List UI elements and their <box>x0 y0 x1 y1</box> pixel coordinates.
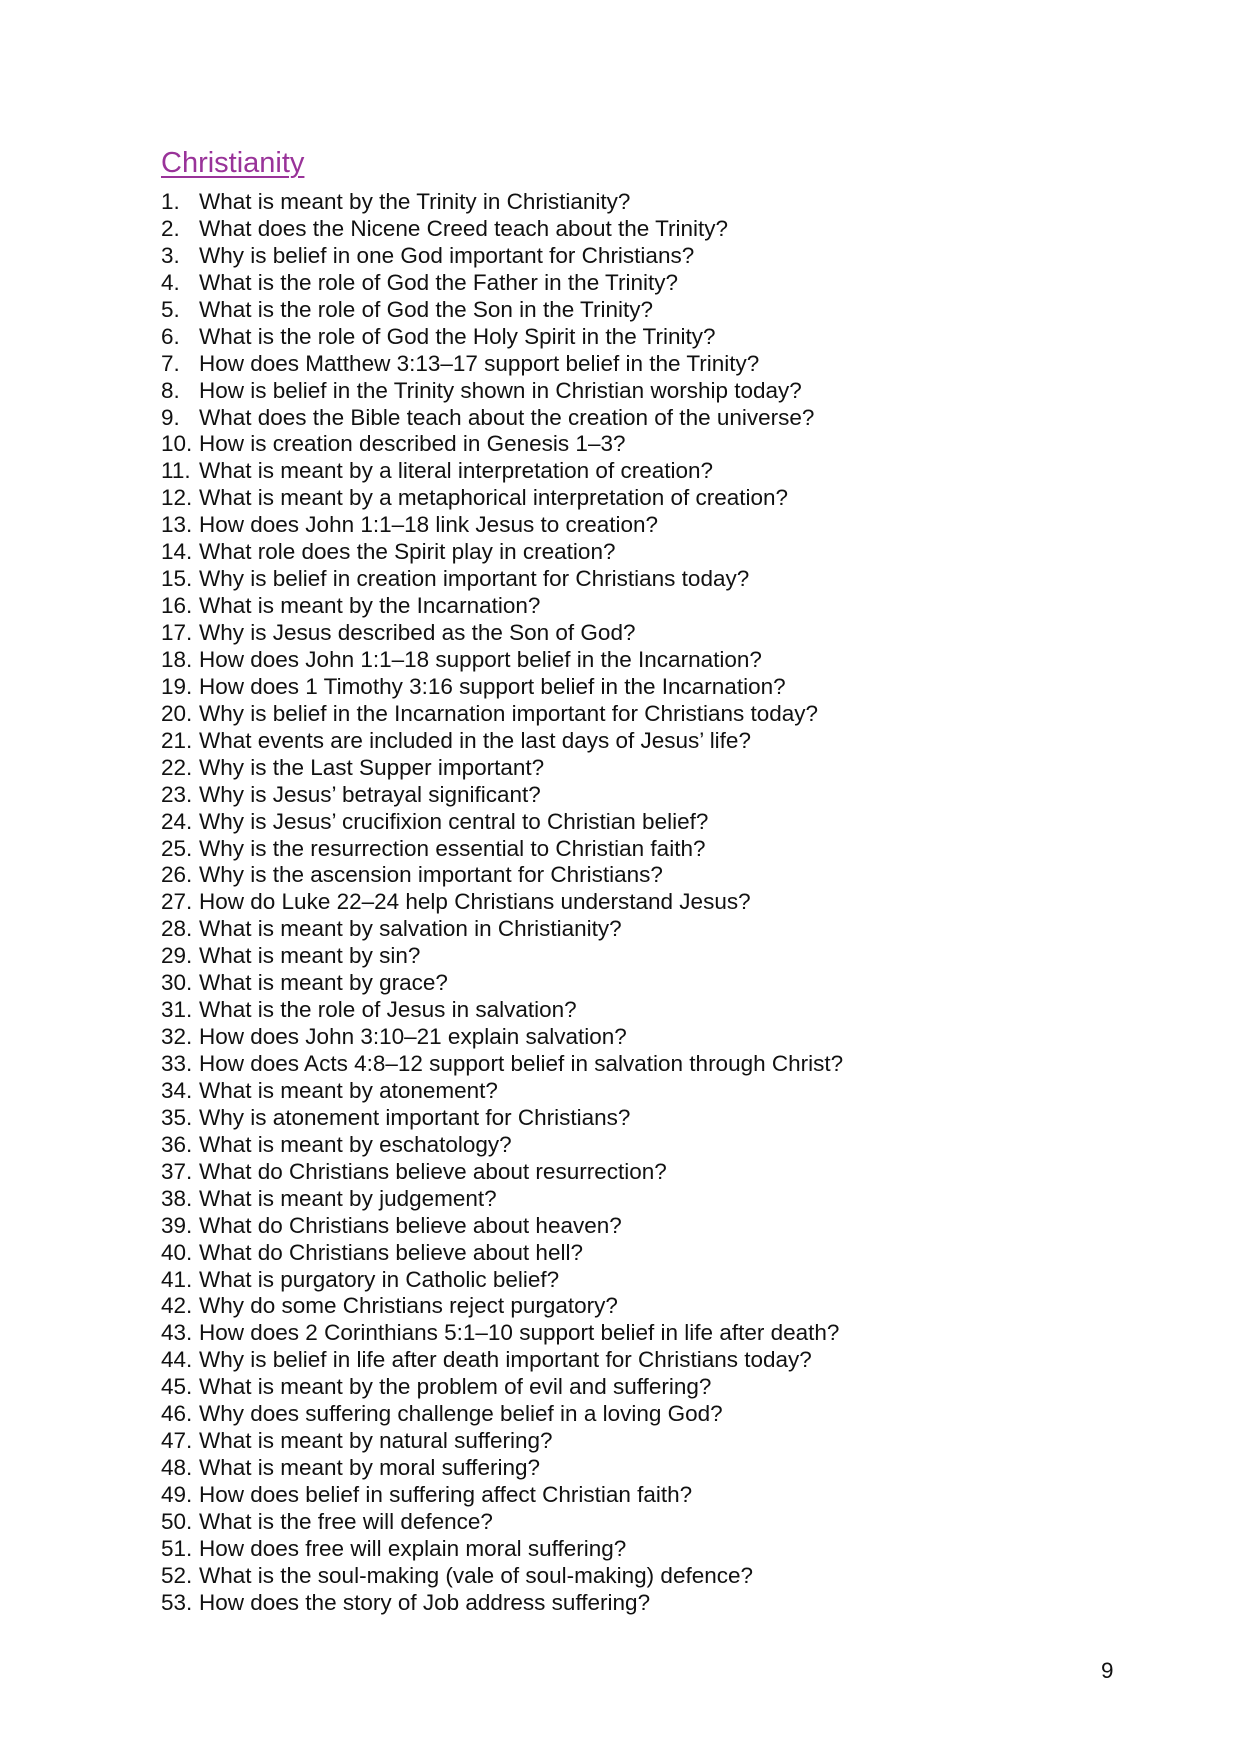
question-text: What is meant by a literal interpretation of creation? <box>199 458 714 484</box>
question-number: 42. <box>161 1293 193 1319</box>
question-text: Why do some Christians reject purgatory? <box>199 1293 618 1319</box>
question-number: 51. <box>161 1535 193 1561</box>
question-item <box>161 431 843 458</box>
question-number: 5. <box>161 296 180 322</box>
question-number: 8. <box>161 377 180 403</box>
question-number: 52. <box>161 1562 193 1588</box>
question-number: 21. <box>161 727 193 753</box>
question-item <box>161 216 843 243</box>
question-item <box>161 862 843 889</box>
question-text: Why is belief in life after death important for Christians today? <box>199 1347 812 1373</box>
question-text: Why is the Last Supper important? <box>199 754 545 780</box>
question-item <box>161 970 843 997</box>
question-text: What is meant by the problem of evil and suffering? <box>199 1374 712 1400</box>
question-text: How is creation described in Genesis 1–3? <box>199 431 626 457</box>
question-item <box>161 1536 843 1563</box>
question-number: 29. <box>161 943 193 969</box>
question-item <box>161 836 843 863</box>
question-text: What do Christians believe about resurrection? <box>199 1158 667 1184</box>
question-item <box>161 485 843 512</box>
question-item <box>161 297 843 324</box>
question-number: 4. <box>161 269 180 295</box>
question-item <box>161 1320 843 1347</box>
question-item <box>161 1267 843 1294</box>
question-text: What is meant by the Trinity in Christianity? <box>199 189 631 214</box>
question-item <box>161 1401 843 1428</box>
question-item <box>161 1428 843 1455</box>
question-number: 49. <box>161 1482 193 1507</box>
question-item <box>161 1509 843 1536</box>
question-number: 41. <box>161 1266 193 1292</box>
question-text: Why is Jesus’ crucifixion central to Christian belief? <box>199 808 709 834</box>
question-number: 44. <box>161 1347 193 1373</box>
question-text: What is meant by the Incarnation? <box>199 593 541 619</box>
question-item <box>161 1293 843 1320</box>
question-text: How do Luke 22–24 help Christians understand Jesus? <box>199 889 751 915</box>
question-number: 18. <box>161 646 193 672</box>
question-item <box>161 1347 843 1374</box>
question-text: Why is Jesus’ betrayal significant? <box>199 781 541 807</box>
question-item <box>161 1051 843 1078</box>
question-item <box>161 674 843 701</box>
question-text: What is meant by a metaphorical interpretation of creation? <box>199 485 789 511</box>
question-item <box>161 1563 843 1590</box>
question-text: What is meant by sin? <box>199 943 421 969</box>
question-text: What is the role of God the Father in the Trinity? <box>199 269 678 295</box>
question-number: 7. <box>161 350 180 376</box>
question-item <box>161 243 843 270</box>
question-text: How does John 1:1–18 support belief in the Incarnation? <box>199 646 762 672</box>
question-text: Why is belief in one God important for Christians? <box>199 242 695 268</box>
question-text: Why is the ascension important for Christians? <box>199 862 663 888</box>
question-number: 15. <box>161 566 193 592</box>
question-item <box>161 1105 843 1132</box>
question-number: 14. <box>161 539 193 565</box>
question-text: How does John 3:10–21 explain salvation? <box>199 1024 627 1050</box>
question-item <box>161 1132 843 1159</box>
question-text: Why is belief in creation important for Christians today? <box>199 566 750 592</box>
question-text: How does 2 Corinthians 5:1–10 support belief in life after death? <box>199 1320 840 1346</box>
question-text: What does the Bible teach about the creation of the universe? <box>199 404 815 430</box>
question-text: What events are included in the last days of Jesus’ life? <box>199 727 751 753</box>
question-number: 23. <box>161 781 193 807</box>
question-number: 46. <box>161 1401 193 1427</box>
question-text: What is meant by judgement? <box>199 1185 497 1211</box>
question-number: 47. <box>161 1428 193 1454</box>
question-text: What is meant by natural suffering? <box>199 1428 553 1454</box>
question-text: Why is Jesus described as the Son of God? <box>199 620 636 645</box>
question-item <box>161 916 843 943</box>
question-text: What is purgatory in Catholic belief? <box>199 1266 560 1292</box>
question-text: What do Christians believe about heaven? <box>199 1212 622 1238</box>
question-text: How does 1 Timothy 3:16 support belief in the Incarnation? <box>199 673 786 699</box>
question-text: How does the story of Job address suffering? <box>199 1589 651 1615</box>
question-number: 34. <box>161 1077 193 1103</box>
question-text: What does the Nicene Creed teach about the Trinity? <box>199 215 729 241</box>
question-item <box>161 539 843 566</box>
question-number: 26. <box>161 862 193 888</box>
question-item <box>161 324 843 351</box>
question-item <box>161 647 843 674</box>
question-number: 39. <box>161 1212 193 1238</box>
question-item <box>161 1159 843 1186</box>
question-item <box>161 728 843 755</box>
question-number: 3. <box>161 242 180 268</box>
question-number: 53. <box>161 1589 193 1615</box>
question-text: What is the role of God the Holy Spirit in the Trinity? <box>199 323 716 349</box>
question-text: How does Matthew 3:13–17 support belief in the Trinity? <box>199 350 760 376</box>
question-text: Why is atonement important for Christians? <box>199 1104 631 1130</box>
question-text: What role does the Spirit play in creation? <box>199 539 616 565</box>
question-text: Why does suffering challenge belief in a loving God? <box>199 1401 723 1427</box>
question-item <box>161 378 843 405</box>
question-number: 9. <box>161 404 180 430</box>
question-item <box>161 189 843 216</box>
question-number: 43. <box>161 1320 193 1346</box>
question-item <box>161 1024 843 1051</box>
question-item <box>161 1078 843 1105</box>
question-text: How is belief in the Trinity shown in Christian worship today? <box>199 377 802 403</box>
section-title[interactable]: Christianity <box>161 147 305 179</box>
question-item <box>161 620 843 647</box>
question-text: How does belief in suffering affect Christian faith? <box>199 1482 693 1507</box>
question-number: 35. <box>161 1104 193 1130</box>
question-item <box>161 755 843 782</box>
question-item <box>161 512 843 539</box>
question-item <box>161 405 843 432</box>
question-number: 48. <box>161 1455 193 1481</box>
question-item <box>161 566 843 593</box>
question-item <box>161 809 843 836</box>
question-number: 31. <box>161 997 193 1023</box>
question-text: How does free will explain moral suffering? <box>199 1535 627 1561</box>
question-item <box>161 1455 843 1482</box>
question-number: 12. <box>161 485 193 511</box>
question-item <box>161 1590 843 1617</box>
question-number: 10. <box>161 431 193 457</box>
question-number: 28. <box>161 916 193 942</box>
page-number: 9 <box>1101 1658 1114 1683</box>
question-number: 20. <box>161 700 193 726</box>
question-number: 6. <box>161 323 180 349</box>
question-list <box>161 189 843 1617</box>
question-text: What is the free will defence? <box>199 1508 493 1534</box>
question-text: What do Christians believe about hell? <box>199 1239 583 1265</box>
question-item <box>161 1482 843 1509</box>
question-item <box>161 1374 843 1401</box>
question-item <box>161 458 843 485</box>
question-number: 27. <box>161 889 193 915</box>
question-number: 38. <box>161 1185 193 1211</box>
question-number: 32. <box>161 1024 193 1050</box>
question-item <box>161 782 843 809</box>
question-text: What is the role of Jesus in salvation? <box>199 997 577 1023</box>
question-item <box>161 270 843 297</box>
question-text: How does Acts 4:8–12 support belief in salvation through Christ? <box>199 1051 844 1076</box>
question-text: How does John 1:1–18 link Jesus to creation? <box>199 512 659 538</box>
question-text: Why is belief in the Incarnation important for Christians today? <box>199 700 819 726</box>
question-item <box>161 997 843 1024</box>
question-number: 40. <box>161 1239 193 1265</box>
question-number: 36. <box>161 1131 193 1157</box>
question-number: 33. <box>161 1051 193 1076</box>
question-number: 50. <box>161 1508 193 1534</box>
question-number: 19. <box>161 673 193 699</box>
question-text: What is meant by moral suffering? <box>199 1455 540 1481</box>
question-item <box>161 1213 843 1240</box>
question-number: 13. <box>161 512 193 538</box>
question-item <box>161 351 843 378</box>
question-number: 25. <box>161 835 193 861</box>
question-number: 22. <box>161 754 193 780</box>
question-item <box>161 701 843 728</box>
question-number: 30. <box>161 970 193 996</box>
question-item <box>161 943 843 970</box>
question-item <box>161 889 843 916</box>
question-number: 24. <box>161 808 193 834</box>
question-text: What is meant by eschatology? <box>199 1131 512 1157</box>
question-item <box>161 1240 843 1267</box>
question-text: What is the soul-making (vale of soul-making) defence? <box>199 1562 754 1588</box>
question-text: What is meant by salvation in Christianity? <box>199 916 622 942</box>
question-text: What is the role of God the Son in the Trinity? <box>199 296 653 322</box>
question-number: 11. <box>161 458 191 484</box>
question-number: 37. <box>161 1158 193 1184</box>
question-item <box>161 593 843 620</box>
question-number: 17. <box>161 620 193 645</box>
question-number: 2. <box>161 215 180 241</box>
question-text: What is meant by atonement? <box>199 1077 498 1103</box>
question-number: 1. <box>161 189 180 214</box>
question-number: 16. <box>161 593 193 619</box>
question-number: 45. <box>161 1374 193 1400</box>
question-item <box>161 1186 843 1213</box>
question-text: What is meant by grace? <box>199 970 448 996</box>
question-text: Why is the resurrection essential to Christian faith? <box>199 835 706 861</box>
